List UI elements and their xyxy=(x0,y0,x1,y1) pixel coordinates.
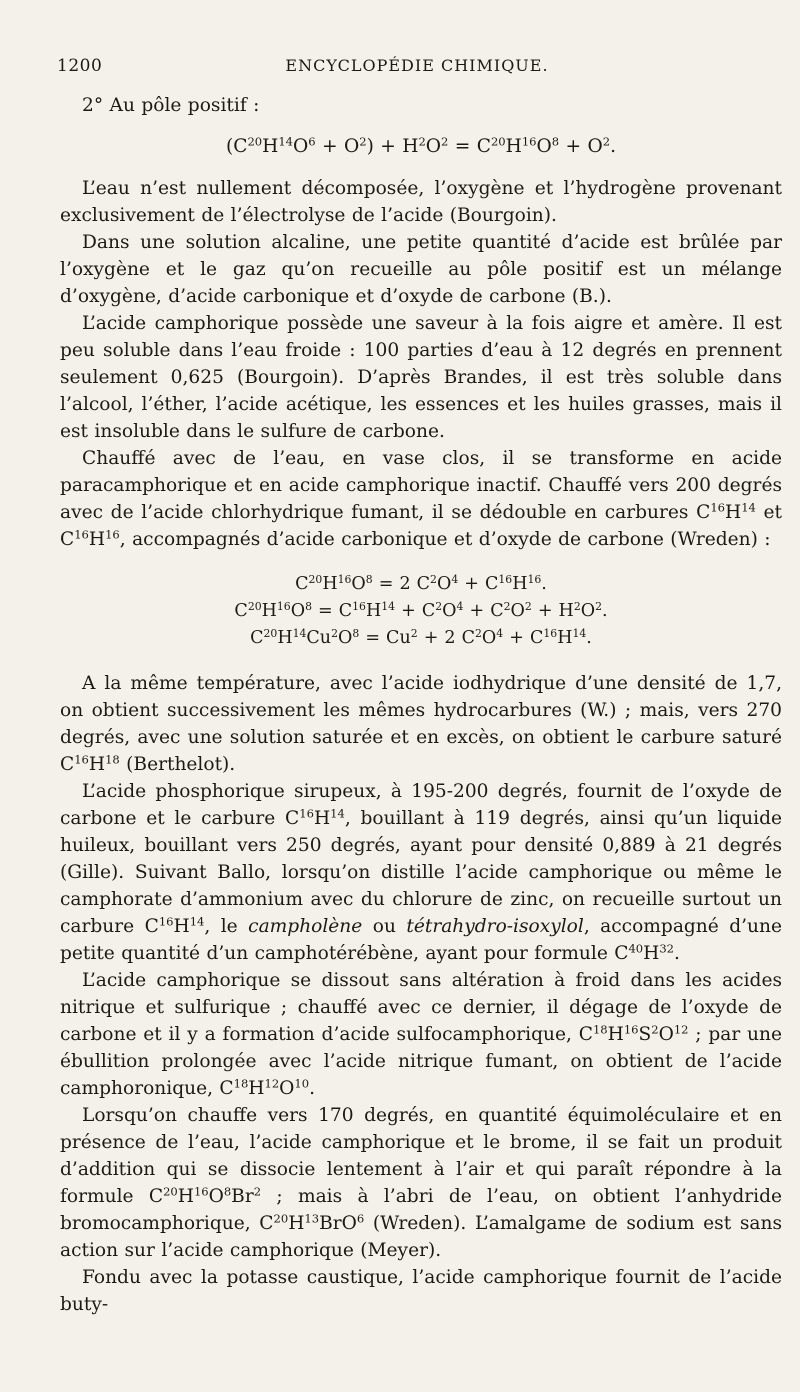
equation-1: $C^{20}H^{16}O^8 = 2$ $C^2O^4 + C^{16}H^{16}$. xyxy=(295,573,547,594)
paragraph-acide-iodhydrique: A la même température, avec l’acide iodhydrique d’une densité de 1,7, on obtient successivement les mêmes hydrocarbures (W.) ; mais, vers 270 degrés, avec une solution saturée et en excès, on obtient le carbure saturé $C^{16}H^{18}$ (Berthelot). xyxy=(60,673,782,775)
equation-block xyxy=(60,571,782,652)
paragraph-dissolution: L’acide camphorique se dissout sans altération à froid dans les acides nitrique et sulfurique ; chauffé avec ce dernier, il dégage de l’oxyde de carbone et il y a formation d’acide sulfocamphorique, $C^{18}H^{16}S^2O^{12}$ ; par une ébullition prolongée avec l’acide nitrique fumant, on obtient de l’acide camphoronique, $C^{18}H^{12}O^{10}$. xyxy=(60,970,782,1099)
paragraph-saveur: L’acide camphorique possède une saveur à la fois aigre et amère. Il est peu soluble dans l’eau froide : 100 parties d’eau à 12 degrés en prennent seulement 0,625 (Bourgoin). D’après Brandes, il est très soluble dans l’alcool, l’éther, l’acide acétique, les essences et les huiles grasses, mais il est insoluble dans le sulfure de carbone. xyxy=(60,313,782,442)
paragraph-eau: L’eau n’est nullement décomposée, l’oxygène et l’hydrogène provenant exclusivement de l’électrolyse de l’acide (Bourgoin). xyxy=(60,178,782,226)
equation-3: $C^{20}H^{14}Cu^2O^8 = Cu^2 + 2$ $C^2O^4 + C^{16}H^{14}$. xyxy=(250,627,592,648)
paragraph-chauffe-eau: Chauffé avec de l’eau, en vase clos, il se transforme en acide paracamphorique et en acide camphorique inactif. Chauffé vers 200 degrés avec de l’acide chlorhydrique fumant, il se dédouble en carbures $C^{16}H^{14}$ et $C^{16}H^{16}$, accompagnés d’acide carbonique et d’oxyde de carbone (Wreden) : xyxy=(60,448,782,550)
paragraph-potasse: Fondu avec la potasse caustique, l’acide camphorique fournit de l’acide buty- xyxy=(60,1267,782,1315)
paragraph-solution-alcaline: Dans une solution alcaline, une petite quantité d’acide est brûlée par l’oxygène et le gaz qu’on recueille au pôle positif est un mélange d’oxygène, d’acide carbonique et d’oxyde de carbone (B.). xyxy=(60,232,782,307)
page-number: 1200 xyxy=(57,56,103,76)
page-header xyxy=(57,56,777,82)
equation-2: $C^{20}H^{16}O^8 = C^{16}H^{14} + C^2O^4 + C^2O^2 + H^2O^2$. xyxy=(234,600,608,621)
body-text xyxy=(60,92,782,1318)
paragraph-acide-phosphorique: L’acide phosphorique sirupeux, à 195-200 degrés, fournit de l’oxyde de carbone et le carbure $C^{16}H^{14}$, bouillant à 119 degrés, ainsi qu’un liquide huileux, bouillant vers 250 degrés, ayant pour densité 0,889 à 21 degrés (Gille). Suivant Ballo, lorsqu’on distille l’acide camphorique ou même le camphorate d’ammonium avec du chlorure de zinc, on recueille surtout un carbure $C^{16}H^{14}$, le campholène ou tétrahydro-isoxylol, accompagné d’une petite quantité d’un camphotérébène, ayant pour formule $C^{40}H^{32}$. xyxy=(60,781,783,964)
formula-electrolysis: $(C^{20}H^{14}O^6 + O^2) + H^2O^2 = C^{20}H^{16}O^8 + O^2$. xyxy=(225,134,616,157)
running-title: ENCYCLOPÉDIE CHIMIQUE. xyxy=(285,56,549,75)
paragraph-brome: Lorsqu’on chauffe vers 170 degrés, en quantité équimoléculaire et en présence de l’eau, l’acide camphorique et le brome, il se fait un produit d’addition qui se dissocie lentement à l’air et qui paraît répondre à la formule $C^{20}H^{16}O^8Br^2$ ; mais à l’abri de l’eau, on obtient l’anhydride bromocamphorique, $C^{20}H^{13}BrO^6$ (Wreden). L’amalgame de sodium est sans action sur l’acide camphorique (Meyer). xyxy=(60,1105,782,1261)
paragraph-pole-positif: 2° Au pôle positif : xyxy=(82,95,260,116)
